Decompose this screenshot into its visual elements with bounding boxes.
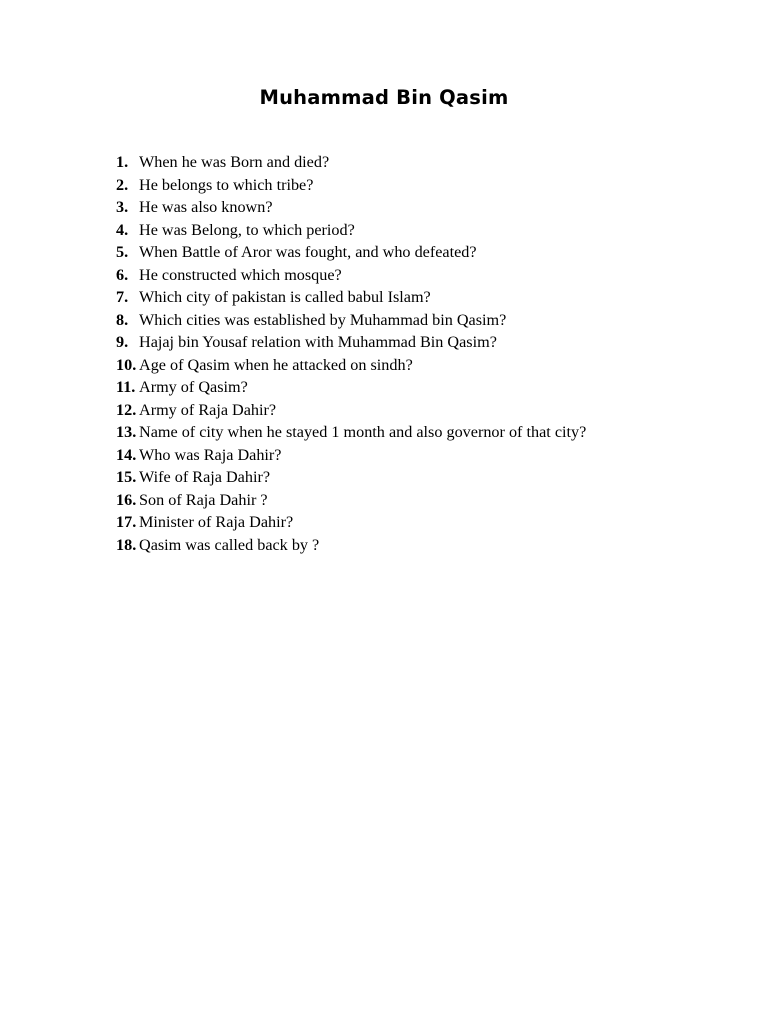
question-item [116, 376, 736, 399]
question-text: When Battle of Aror was fought, and who defeated? [139, 243, 477, 261]
question-text: Hajaj bin Yousaf relation with Muhammad Bin Qasim? [139, 333, 497, 351]
question-text: Which cities was established by Muhammad bin Qasim? [139, 310, 507, 329]
question-number: 18. [116, 535, 137, 554]
question-item [116, 264, 736, 287]
question-text: Who was Raja Dahir? [139, 445, 282, 464]
question-item [116, 331, 736, 354]
question-text: He constructed which mosque? [139, 265, 342, 284]
question-item [116, 489, 736, 512]
question-item [116, 241, 736, 264]
question-text: Which city of pakistan is called babul Islam? [139, 288, 431, 306]
question-number: 8. [116, 310, 129, 329]
question-text: Age of Qasim when he attacked on sindh? [139, 355, 413, 374]
question-item [116, 399, 736, 422]
question-item [116, 309, 736, 332]
question-item [116, 219, 736, 242]
question-text: When he was Born and died? [139, 153, 330, 171]
question-number: 9. [116, 333, 129, 351]
question-number: 12. [116, 400, 137, 419]
question-number: 7. [116, 288, 129, 306]
question-number: 14. [116, 445, 137, 464]
question-list [116, 151, 736, 556]
question-text: He belongs to which tribe? [139, 175, 314, 194]
question-item [116, 466, 736, 489]
question-number: 15. [116, 468, 137, 486]
question-number: 5. [116, 243, 129, 261]
question-item [116, 511, 736, 534]
question-number: 2. [116, 175, 129, 194]
question-item [116, 151, 736, 174]
question-number: 1. [116, 153, 129, 171]
question-number: 10. [116, 355, 137, 374]
question-item [116, 444, 736, 467]
question-text: Son of Raja Dahir ? [139, 490, 268, 509]
question-number: 11. [116, 378, 136, 396]
question-number: 16. [116, 490, 137, 509]
question-number: 13. [116, 423, 137, 441]
document-title: Muhammad Bin Qasim [259, 86, 509, 109]
question-text: Qasim was called back by ? [139, 535, 320, 554]
question-number: 6. [116, 265, 129, 284]
question-item [116, 354, 736, 377]
question-text: Army of Qasim? [139, 378, 248, 396]
question-text: He was Belong, to which period? [139, 220, 355, 239]
question-item [116, 196, 736, 219]
question-number: 17. [116, 513, 137, 531]
question-item [116, 534, 736, 557]
question-text: Name of city when he stayed 1 month and also governor of that city? [139, 423, 587, 441]
question-text: Minister of Raja Dahir? [139, 513, 294, 531]
question-text: He was also known? [139, 198, 273, 216]
question-number: 3. [116, 198, 129, 216]
question-item [116, 286, 736, 309]
question-number: 4. [116, 220, 129, 239]
question-item [116, 174, 736, 197]
question-text: Army of Raja Dahir? [139, 400, 277, 419]
question-text: Wife of Raja Dahir? [139, 468, 271, 486]
question-item [116, 421, 736, 444]
